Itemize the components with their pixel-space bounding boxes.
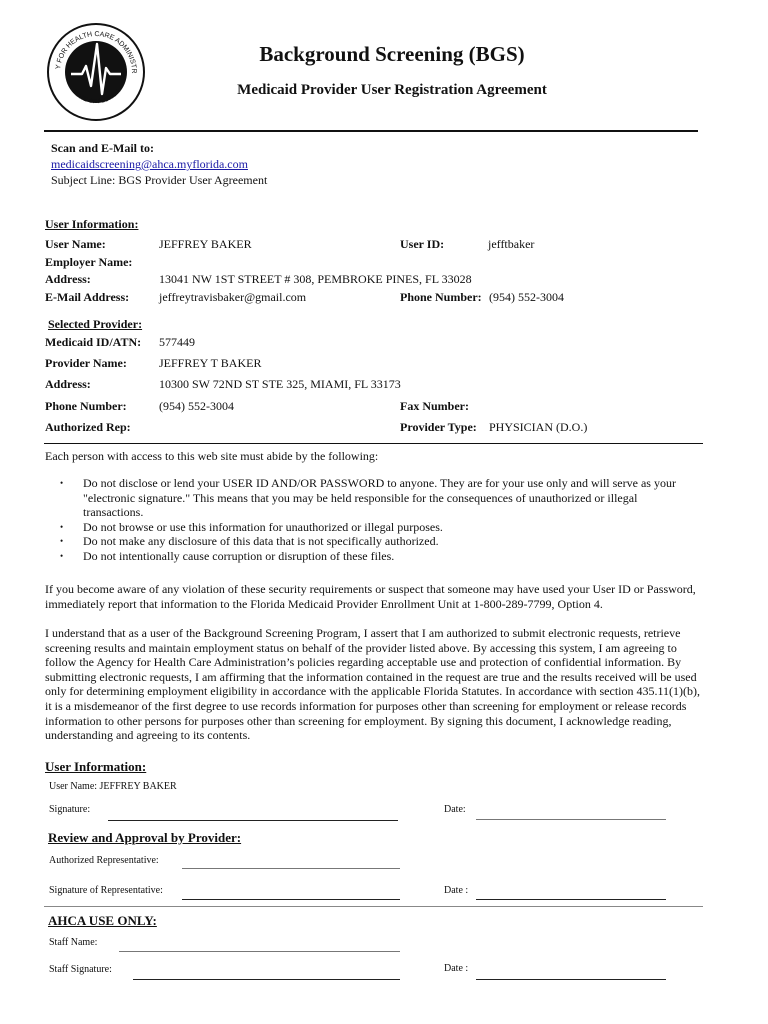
provider-type-value: PHYSICIAN (D.O.) <box>489 420 588 434</box>
provider-heading: Selected Provider: <box>48 317 143 331</box>
user-address-value: 13041 NW 1ST STREET # 308, PEMBROKE PINES, FL 33028 <box>159 272 472 286</box>
header-divider <box>44 130 698 132</box>
agency-logo <box>46 22 146 122</box>
employer-label: Employer Name: <box>45 255 133 269</box>
provider-name-label: Provider Name: <box>45 356 127 370</box>
review-heading: Review and Approval by Provider: <box>48 830 242 845</box>
email-link[interactable]: medicaidscreening@ahca.myflorida.com <box>51 157 248 171</box>
page-title: Background Screening (BGS) <box>259 42 525 66</box>
staff-name-field[interactable] <box>119 951 400 952</box>
review-date-label: Date : <box>444 885 469 896</box>
subject-line: Subject Line: BGS Provider User Agreement <box>51 173 268 187</box>
provider-type-label: Provider Type: <box>400 420 477 434</box>
user-address-label: Address: <box>45 272 91 286</box>
provider-address-label: Address: <box>45 377 91 391</box>
staff-signature-field[interactable] <box>133 979 400 980</box>
provider-name-value: JEFFREY T BAKER <box>159 356 262 370</box>
agency-seal-icon <box>46 22 146 122</box>
list-item: • Do not make any disclosure of this data that is not specifically authorized. <box>60 534 439 548</box>
user-info-heading: User Information: <box>45 217 139 231</box>
scan-heading: Scan and E-Mail to: <box>51 141 155 155</box>
page-subtitle: Medicaid Provider User Registration Agreement <box>237 82 547 98</box>
provider-divider <box>44 443 703 444</box>
email-label: E-Mail Address: <box>45 290 130 304</box>
signature-label: Signature: <box>49 804 91 815</box>
authorized-rep-label: Authorized Rep: <box>45 420 131 434</box>
svg-text:AGENCY FOR HEALTH CARE ADMINIS: Y FOR HEALTH CARE ADMINISTR <box>55 30 138 74</box>
provider-phone-label: Phone Number: <box>45 399 127 413</box>
user-phone-value: (954) 552-3004 <box>489 290 564 304</box>
agreement-paragraph: I understand that as a user of the Background Screening Program, I assert that I am authorized to submit electronic requests, retrieve screening results and maintain employment status on behalf of the provider listed above. By accessing this system, I am agreeing to follow the Agency for Health Care Administration’s policies regarding acceptable use and protection of confidential information. By submitting electronic requests, I am affirming that the information contained in the request are true and the results received will be used only for determining employment eligibility in accordance with the applicable Florida Statutes. In accordance with section 435.11(1)(b), it is a misdemeanor of the first degree to use records information for purposes other than screening for employment or release records information to other persons for purposes other than screening for employment. By signing this document, I acknowledge reading, understanding and agreeing to its contents. <box>45 626 701 743</box>
email-value: jeffreytravisbaker@gmail.com <box>159 290 307 304</box>
provider-phone-value: (954) 552-3004 <box>159 399 234 413</box>
sig-user-heading: User Information: <box>45 759 147 774</box>
ahca-date-label: Date : <box>444 963 469 974</box>
ahca-date-field[interactable] <box>476 979 666 980</box>
user-id-value: jefftbaker <box>488 237 535 251</box>
staff-name-label: Staff Name: <box>49 937 98 948</box>
user-name-value: JEFFREY BAKER <box>159 237 252 251</box>
ahca-divider <box>44 906 703 907</box>
user-date-field[interactable] <box>476 819 666 820</box>
medicaid-id-label: Medicaid ID/ATN: <box>45 335 142 349</box>
auth-rep-field[interactable] <box>182 868 400 869</box>
user-id-label: User ID: <box>400 237 445 251</box>
ahca-heading: AHCA USE ONLY: <box>48 913 157 928</box>
svg-text:STATE OF FLORIDA: STATE OF FLORIDA <box>70 88 122 106</box>
sig-user-name: User Name: JEFFREY BAKER <box>49 781 177 792</box>
auth-rep-label: Authorized Representative: <box>49 855 159 866</box>
list-item: • Do not intentionally cause corruption or disruption of these files. <box>60 548 395 563</box>
user-phone-label: Phone Number: <box>400 290 482 304</box>
user-name-label: User Name: <box>45 237 106 251</box>
rules-intro: Each person with access to this web site must abide by the following: <box>45 449 379 463</box>
signature-field[interactable] <box>108 820 398 821</box>
fax-label: Fax Number: <box>400 399 469 413</box>
rules-list <box>60 476 700 563</box>
user-date-label: Date: <box>444 804 466 815</box>
medicaid-id-value: 577449 <box>159 335 195 349</box>
staff-signature-label: Staff Signature: <box>49 964 112 975</box>
review-date-field[interactable] <box>476 899 666 900</box>
list-item: • Do not browse or use this information for unauthorized or illegal purposes. <box>60 519 443 534</box>
violation-paragraph: If you become aware of any violation of these security requirements or suspect that someone may have used your User ID or Password, immediately report that information to the Florida Medicaid Provider Enrollment Unit at 1-800-289-7799, Option 4. <box>45 582 696 611</box>
rep-signature-label: Signature of Representative: <box>49 885 163 896</box>
provider-address-value: 10300 SW 72ND ST STE 325, MIAMI, FL 33173 <box>159 377 401 391</box>
list-item: • Do not disclose or lend your USER ID AND/OR PASSWORD to anyone. They are for your use only and will serve as your "electronic signature." This means that you may be held responsible for the consequences of unauthorized or illegal transactions. <box>60 476 676 519</box>
rep-signature-field[interactable] <box>182 899 400 900</box>
